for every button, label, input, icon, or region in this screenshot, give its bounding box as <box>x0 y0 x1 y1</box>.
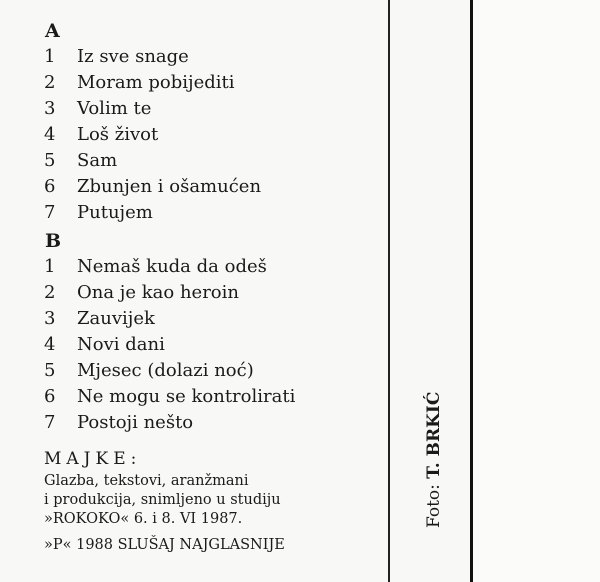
side-b-tracks <box>44 254 384 436</box>
track-row <box>44 44 384 70</box>
track-title: Loš život <box>77 124 159 145</box>
side-a-label: A <box>45 20 60 42</box>
track-number: 5 <box>44 360 56 381</box>
track-row <box>44 174 384 200</box>
credits-line-2: i produkcija, snimljeno u studiju <box>44 492 281 508</box>
track-row <box>44 280 384 306</box>
track-number: 7 <box>44 412 56 433</box>
track-title: Iz sve snage <box>77 46 189 67</box>
inlay-flap <box>473 0 600 582</box>
track-number: 5 <box>44 150 56 171</box>
track-row <box>44 122 384 148</box>
track-title: Zauvijek <box>77 308 155 329</box>
track-number: 3 <box>44 98 56 119</box>
spine-fold-line-left <box>388 0 390 582</box>
track-number: 6 <box>44 386 56 407</box>
photo-credit-name: T. BRKIĆ <box>424 391 444 479</box>
track-number: 4 <box>44 124 56 145</box>
credits <box>44 448 384 555</box>
track-number: 1 <box>44 46 56 67</box>
track-title: Putujem <box>77 202 153 223</box>
track-row <box>44 200 384 226</box>
track-title: Mjesec (dolazi noć) <box>77 360 254 381</box>
track-number: 6 <box>44 176 56 197</box>
track-title: Novi dani <box>77 334 165 355</box>
photo-credit-prefix: Foto: <box>424 484 444 528</box>
track-row <box>44 384 384 410</box>
track-number: 2 <box>44 72 56 93</box>
track-number: 7 <box>44 202 56 223</box>
credits-line-3: »ROKOKO« 6. i 8. VI 1987. <box>44 511 243 527</box>
track-number: 1 <box>44 256 56 277</box>
track-title: Sam <box>77 150 118 171</box>
track-row <box>44 332 384 358</box>
track-number: 3 <box>44 308 56 329</box>
side-b-label: B <box>45 230 62 252</box>
track-title: Volim te <box>77 98 152 119</box>
band-name: MAJKE: <box>44 449 142 469</box>
track-title: Zbunjen i ošamućen <box>77 176 262 197</box>
track-title: Nemaš kuda da odeš <box>77 256 267 277</box>
track-row <box>44 358 384 384</box>
track-row <box>44 148 384 174</box>
track-number: 4 <box>44 334 56 355</box>
credits-line-1: Glazba, tekstovi, aranžmani <box>44 473 249 489</box>
track-row <box>44 410 384 436</box>
tracklist <box>44 20 384 436</box>
track-title: Ona je kao heroin <box>77 282 239 303</box>
track-row <box>44 70 384 96</box>
track-row <box>44 254 384 280</box>
track-number: 2 <box>44 282 56 303</box>
track-title: Ne mogu se kontrolirati <box>77 386 296 407</box>
track-row <box>44 96 384 122</box>
track-title: Postoji nešto <box>77 412 194 433</box>
track-title: Moram pobijediti <box>77 72 235 93</box>
photo-credit <box>424 392 444 528</box>
copyright-line: »P« 1988 SLUŠAJ NAJGLASNIJE <box>44 537 285 553</box>
track-row <box>44 306 384 332</box>
side-a-tracks <box>44 44 384 226</box>
